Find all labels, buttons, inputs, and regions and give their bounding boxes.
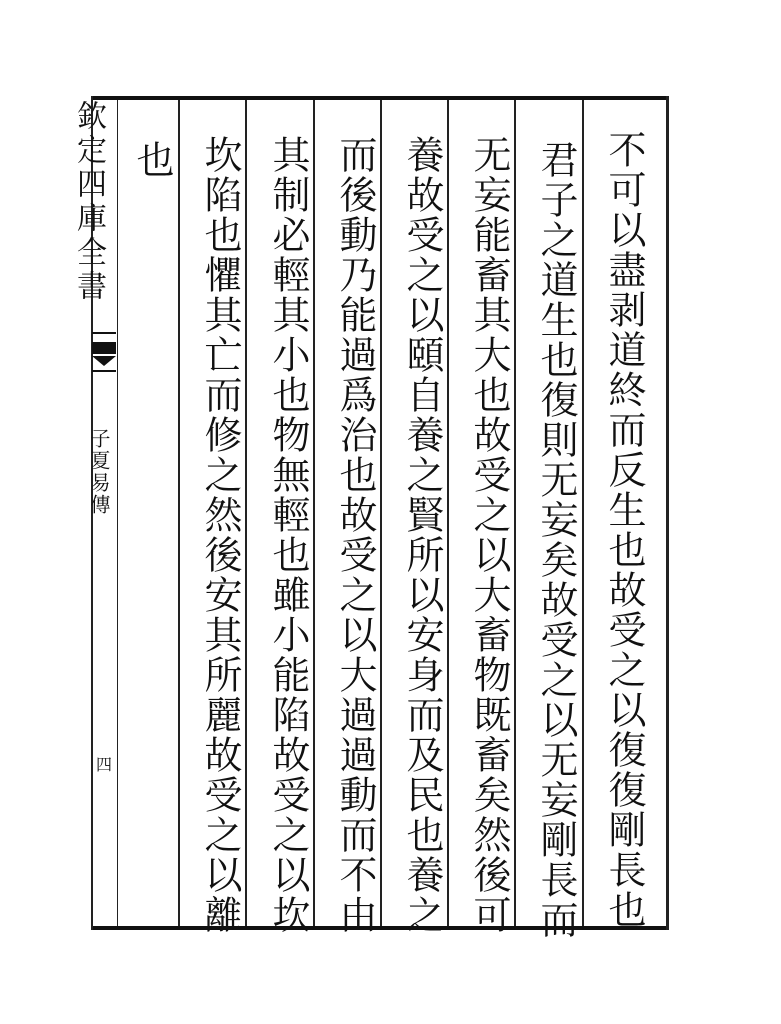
- text-column-2: 君子之道生也復則无妄矣故受之以无妄剛長而: [534, 140, 578, 940]
- column-divider: [447, 100, 449, 926]
- book-title: 欽定四庫全書: [71, 100, 106, 304]
- column-divider: [514, 100, 516, 926]
- text-column-1: 不可以盡剥道終而反生也故受之以復復剛長也: [602, 130, 646, 930]
- column-divider: [313, 100, 315, 926]
- frame-right-border: [666, 96, 669, 930]
- column-divider: [245, 100, 247, 926]
- text-column-3: 无妄能畜其大也故受之以大畜物既畜矣然後可: [467, 135, 511, 935]
- text-column-6: 其制必輕其小也物無輕也雖小能陷故受之以坎: [266, 135, 310, 935]
- frame-bottom-border: [91, 926, 668, 930]
- column-divider: [178, 100, 180, 926]
- page-number: 四: [95, 755, 112, 774]
- text-column-4: 養故受之以頤自養之賢所以安身而及民也養之: [400, 135, 444, 935]
- column-divider: [380, 100, 382, 926]
- text-column-8: 也: [130, 140, 174, 180]
- fish-tail-ornament: [92, 332, 116, 372]
- text-column-5: 而後動乃能過爲治也故受之以大過過動而不由: [333, 135, 377, 935]
- column-divider: [117, 100, 118, 926]
- column-divider: [582, 100, 584, 926]
- section-title: 子夏易傳: [87, 428, 111, 516]
- text-column-7: 坎陷也懼其亡而修之然後安其所麗故受之以離: [198, 135, 242, 935]
